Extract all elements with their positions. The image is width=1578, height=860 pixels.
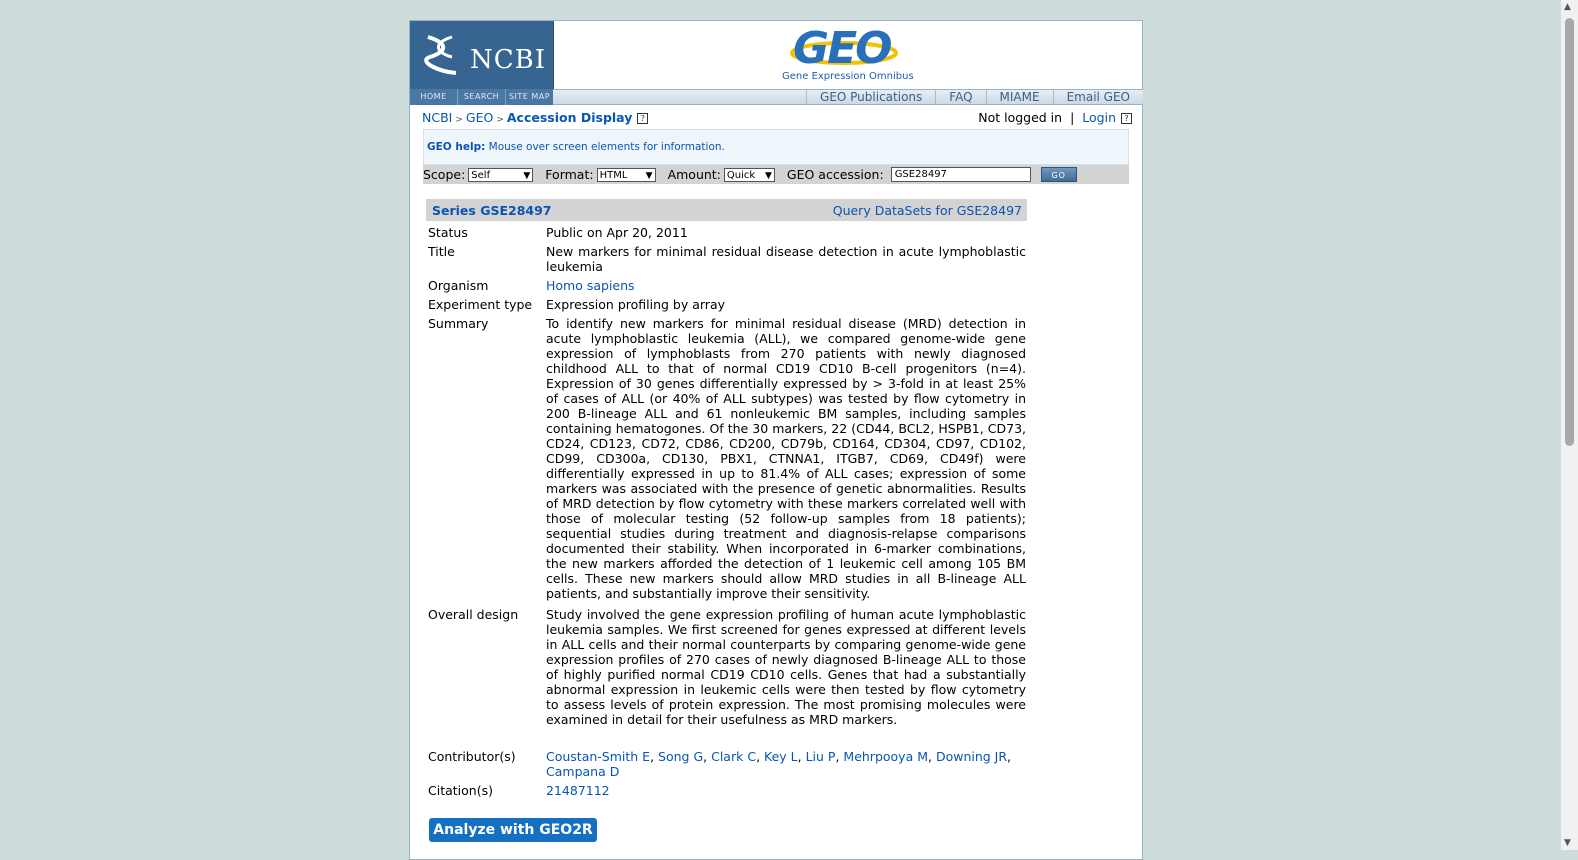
title-value: New markers for minimal residual disease detection in acute lymphoblastic leukemia (546, 244, 1026, 274)
overall-design-row (428, 607, 1026, 749)
contributors-row (428, 749, 1026, 783)
chevron-down-icon: ▼ (764, 170, 772, 181)
help-prefix: GEO help: (427, 141, 486, 153)
breadcrumb (422, 110, 648, 125)
overall-design-label: Overall design (428, 607, 519, 622)
amount-label: Amount: (667, 167, 721, 182)
link-miame[interactable]: MIAME (986, 90, 1053, 104)
page-scrollbar[interactable] (1561, 0, 1578, 850)
experiment-type-row (428, 297, 1026, 316)
title-label: Title (428, 244, 455, 259)
analyze-geo2r-button[interactable]: Analyze with GEO2R (429, 818, 597, 842)
geo-logo-text: GEO (793, 23, 891, 74)
accession-label: GEO accession: (786, 167, 884, 182)
contributor-link[interactable]: Song G (658, 749, 704, 764)
ncbi-logo[interactable] (410, 21, 554, 89)
scroll-thumb[interactable] (1565, 18, 1574, 446)
contributor-link[interactable]: Downing JR (935, 749, 1008, 764)
summary-row (428, 316, 1026, 607)
help-text: Mouse over screen elements for information. (488, 141, 725, 153)
accession-input[interactable]: GSE28497 (891, 167, 1031, 182)
format-select[interactable]: HTML ▼ (597, 168, 656, 182)
login-area (978, 110, 1132, 125)
contributors-list: Coustan-Smith E, Song G, Clark C, Key L, Liu P, Mehrpooya M, Downing JR, Campana D (546, 749, 1012, 779)
login-status: Not logged in (978, 110, 1063, 125)
experiment-type-label: Experiment type (428, 297, 533, 312)
amount-select[interactable]: Quick ▼ (724, 168, 775, 182)
citations-label: Citation(s) (428, 783, 493, 798)
status-row (428, 225, 1026, 244)
breadcrumb-ncbi[interactable]: NCBI (422, 110, 453, 125)
nav-site-map[interactable]: SITE MAP (508, 92, 551, 101)
page-container (409, 20, 1143, 860)
nav-search[interactable]: SEARCH (458, 89, 506, 105)
scope-label: Scope: (423, 167, 466, 182)
summary-value: To identify new markers for minimal residual disease (MRD) detection in acute lymphoblastic leukemia (ALL), we compared genome-wide gene expression of lymphoblasts from 270 patients with newly diagnosed childhood ALL to that of normal CD19 CD10 B-cell progenitors (n=4). Expression of 30 genes differentially expressed by > 3-fold in at least 25% of cases of ALL (or 40% of ALL subtypes) was tested by flow cytometry in 200 B-lineage ALL and 61 nonleukemic BM samples, including samples containing hematogones. Of the 30 markers, 22 (CD44, BCL2, HSPB1, CD73, CD24, CD123, CD72, CD86, CD200, CD79b, CD164, CD304, CD97, CD102, CD99, CD300a, CD130, PBX1, CTNNA1, ITGB7, CD69, CD49f) were differentially expressed in up to 81.4% of ALL cases; expression of some markers was associated with the presence of genetic abnormalities. Results of MRD detection by flow cytometry with these markers correlated well with those of molecular testing (52 follow-up samples from 18 patients); sequential studies during treatment and diagnosis-relapse comparisons documented their stability. When incorporated in 6-marker combinations, the new markers afforded the detection of 1 leukemic cell among 105 BM cells. These new markers should allow MRD studies in all B-lineage ALL patients, and substantially improve their sensitivity. (546, 316, 1026, 601)
breadcrumb-current: Accession Display (506, 110, 633, 125)
chevron-down-icon: ▼ (523, 170, 531, 181)
scroll-down-arrow-icon[interactable]: ▼ (1564, 838, 1571, 848)
ncbi-nav (410, 89, 553, 105)
organism-link[interactable]: Homo sapiens (546, 278, 635, 293)
ncbi-logo-text: NCBI (470, 45, 547, 75)
organism-label: Organism (428, 278, 489, 293)
login-link[interactable]: Login (1082, 110, 1116, 125)
summary-label: Summary (428, 316, 489, 331)
experiment-type-value: Expression profiling by array (546, 297, 726, 312)
help-icon[interactable]: ? (1121, 113, 1132, 124)
chevron-down-icon: ▼ (645, 170, 653, 181)
link-faq[interactable]: FAQ (935, 90, 985, 104)
contributors-label: Contributor(s) (428, 749, 516, 764)
scroll-up-arrow-icon[interactable]: ▲ (1564, 2, 1571, 12)
geo-help-box (423, 129, 1129, 165)
scope-select[interactable]: Self ▼ (468, 168, 533, 182)
title-row (428, 244, 1026, 278)
breadcrumb-geo[interactable]: GEO (465, 110, 494, 125)
organism-row (428, 278, 1026, 297)
series-details (428, 225, 1026, 802)
accession-form (423, 165, 1129, 184)
link-geo-publications[interactable]: GEO Publications (806, 90, 935, 104)
series-header (426, 199, 1027, 221)
overall-design-value: Study involved the gene expression profiling of human acute lymphoblastic leukemia samples. We first screened for genes expressed at different levels in ALL cells and their normal counterparts by comparing genome-wide gene expression profiles of 270 cases of newly diagnosed B-lineage ALL to those of highly purified normal CD19 CD10 cells. Genes that had a substantially abnormal expression in leukemic cells were then tested by flow cytometry to assess levels of protein expression. The most promising molecules were examined in detail for their usefulness as MRD markers. (546, 607, 1026, 727)
contributor-link[interactable]: Clark C (711, 749, 757, 764)
citation-link[interactable]: 21487112 (546, 783, 610, 798)
contributor-link[interactable]: Mehrpooya M (843, 749, 928, 764)
dna-helix-icon (422, 33, 462, 77)
top-links-bar (553, 89, 1143, 105)
series-title: Series GSE28497 (432, 203, 552, 218)
breadcrumb-separator: > (455, 115, 463, 125)
contributor-link[interactable]: Campana D (546, 764, 620, 779)
geo-logo[interactable] (553, 21, 1143, 89)
citations-row (428, 783, 1026, 802)
query-datasets-link[interactable]: Query DataSets for GSE28497 (832, 203, 1022, 218)
help-icon[interactable]: ? (637, 113, 648, 124)
link-email-geo[interactable]: Email GEO (1053, 90, 1143, 104)
login-separator: | (1070, 110, 1075, 125)
breadcrumb-separator: > (496, 115, 504, 125)
status-value: Public on Apr 20, 2011 (546, 225, 688, 240)
contributor-link[interactable]: Key L (764, 749, 798, 764)
contributor-link[interactable]: Coustan-Smith E (546, 749, 651, 764)
status-label: Status (428, 225, 468, 240)
go-button[interactable]: GO (1041, 167, 1077, 182)
contributor-link[interactable]: Liu P (805, 749, 836, 764)
nav-home[interactable]: HOME (410, 89, 458, 105)
geo-subtitle: Gene Expression Omnibus (782, 71, 914, 82)
format-label: Format: (545, 167, 594, 182)
